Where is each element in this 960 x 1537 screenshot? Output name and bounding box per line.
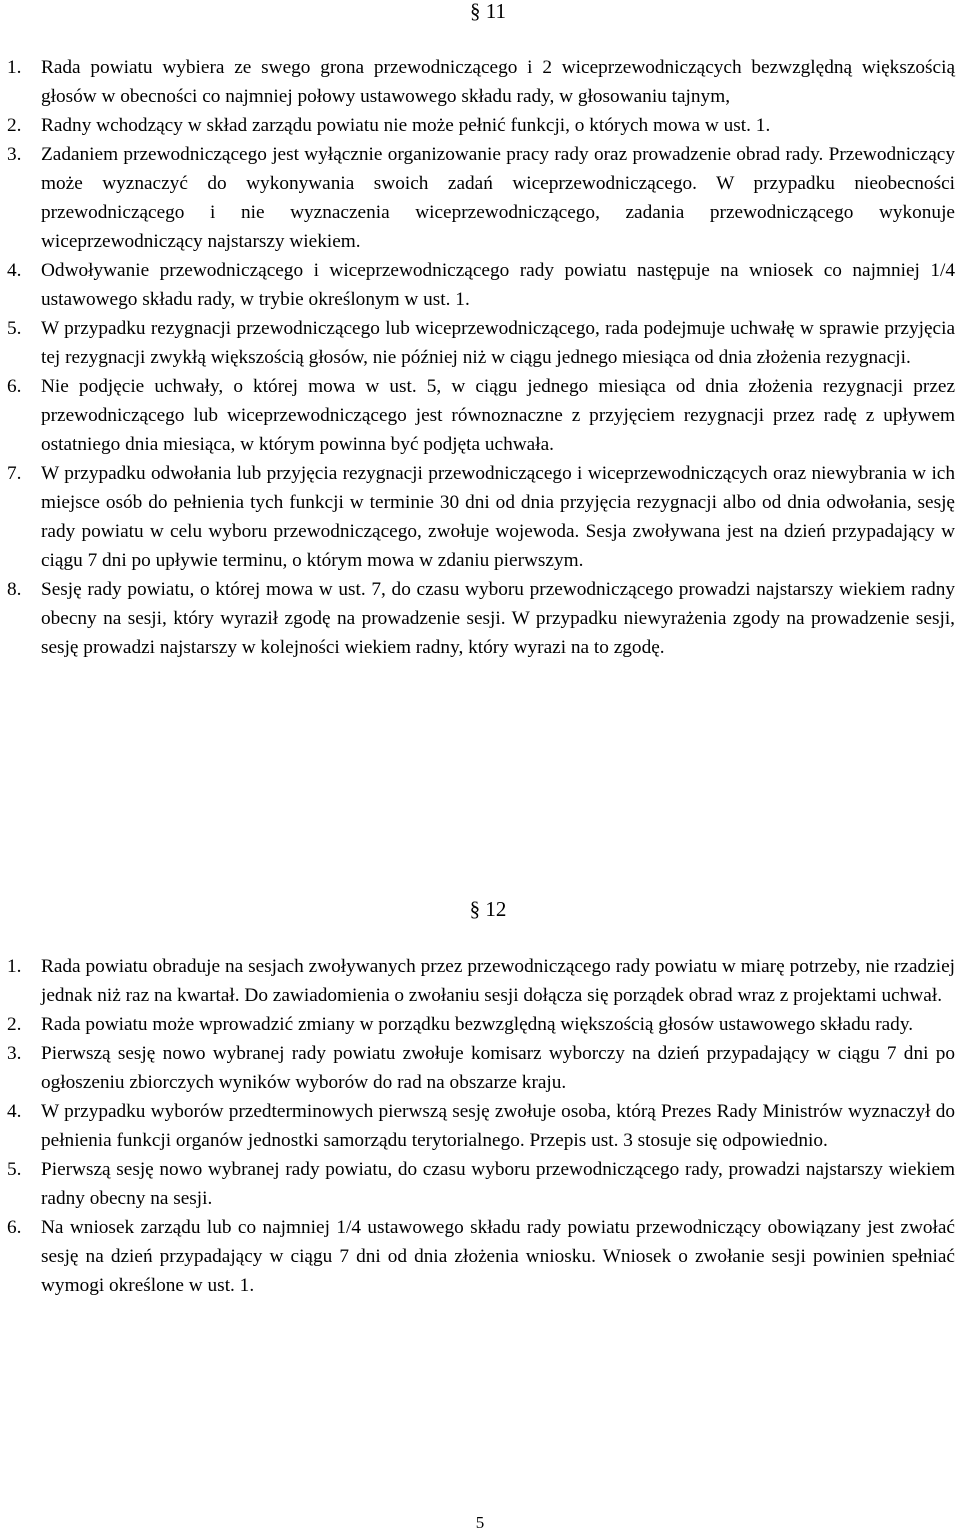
list-item: 5. W przypadku rezygnacji przewodniczącego lub wiceprzewodniczącego, rada podejmuje uchwałę w sprawie przyjęcia tej rezygnacji zwykłą większością głosów, nie później niż w ciągu jednego miesiąca od dnia złożenia rezygnacji.	[7, 318, 955, 368]
section-heading-11: § 11	[470, 0, 506, 23]
list-item: 2. Rada powiatu może wprowadzić zmiany w porządku bezwzględną większością głosów ustawowego składu rady.	[7, 1014, 914, 1035]
list-item: 7. W przypadku odwołania lub przyjęcia rezygnacji przewodniczącego i wiceprzewodniczących oraz niewybrania w ich miejsce osób do pełnienia tych funkcji w terminie 30 dni od dnia przyjęcia rezygnacji albo od dnia odwołania, sesję rady powiatu w celu wyboru przewodniczącego, zwołuje wojewoda. Sesja zwoływana jest na dzień przypadający w ciągu 7 dni po upływie terminu, o którym mowa w zdaniu pierwszym.	[7, 463, 955, 571]
list-item: 8. Sesję rady powiatu, o której mowa w ust. 7, do czasu wyboru przewodniczącego prowadzi najstarszy wiekiem radny obecny na sesji, który wyraził zgodę na prowadzenie sesji. W przypadku niewyrażenia zgody na prowadzenie sesji, sesję prowadzi najstarszy w kolejności wiekiem radny, który wyrazi na to zgodę.	[7, 579, 955, 658]
list-item: 4. W przypadku wyborów przedterminowych pierwszą sesję zwołuje osoba, którą Prezes Rady Ministrów wyznaczył do pełnienia funkcji organów jednostki samorządu terytorialnego. Przepis ust. 3 stosuje się odpowiednio.	[7, 1101, 955, 1151]
list-item: 4. Odwoływanie przewodniczącego i wiceprzewodniczącego rady powiatu następuje na wniosek co najmniej 1/4 ustawowego składu rady, w trybie określonym w ust. 1.	[7, 260, 955, 310]
list-item: 3. Zadaniem przewodniczącego jest wyłącznie organizowanie pracy rady oraz prowadzenie obrad rady. Przewodniczący może wyznaczyć do wykonywania swoich zadań wiceprzewodniczącego. W przypadku nieobecności przewodniczącego i nie wyznaczenia wiceprzewodniczącego, zadania przewodniczącego wykonuje wiceprzewodniczący najstarszy wiekiem.	[7, 144, 955, 252]
list-item: 2. Radny wchodzący w skład zarządu powiatu nie może pełnić funkcji, o których mowa w ust. 1.	[7, 115, 771, 136]
page-number: 5	[475, 1513, 485, 1532]
section-heading-12: § 12	[469, 897, 507, 921]
list-item: 3. Pierwszą sesję nowo wybranej rady powiatu zwołuje komisarz wyborczy na dzień przypadający w ciągu 7 dni po ogłoszeniu zbiorczych wyników wyborów do rad na obszarze kraju.	[7, 1043, 955, 1093]
list-item: 1. Rada powiatu obraduje na sesjach zwoływanych przez przewodniczącego rady powiatu w miarę potrzeby, nie rzadziej jednak niż raz na kwartał. Do zawiadomienia o zwołaniu sesji dołącza się porządek obrad wraz z projektami uchwał.	[7, 956, 955, 1006]
list-item: 1. Rada powiatu wybiera ze swego grona przewodniczącego i 2 wiceprzewodniczących bezwzględną większością głosów w obecności co najmniej połowy ustawowego składu rady, w głosowaniu tajnym,	[7, 57, 955, 107]
list-item: 6. Nie podjęcie uchwały, o której mowa w ust. 5, w ciągu jednego miesiąca od dnia złożenia rezygnacji przez przewodniczącego lub wiceprzewodniczącego jest równoznaczne z przyjęciem rezygnacji przez radę z upływem ostatniego dnia miesiąca, w którym powinna być podjęta uchwała.	[7, 376, 955, 455]
list-item: 5. Pierwszą sesję nowo wybranej rady powiatu, do czasu wyboru przewodniczącego rady, prowadzi najstarszy wiekiem radny obecny na sesji.	[7, 1159, 955, 1209]
list-item: 6. Na wniosek zarządu lub co najmniej 1/4 ustawowego składu rady powiatu przewodniczący obowiązany jest zwołać sesję na dzień przypadający w ciągu 7 dni od dnia złożenia wniosku. Wniosek o zwołanie sesji powinien spełniać wymogi określone w ust. 1.	[7, 1217, 955, 1296]
section-12-list	[7, 952, 955, 1300]
section-11-list	[7, 53, 955, 662]
